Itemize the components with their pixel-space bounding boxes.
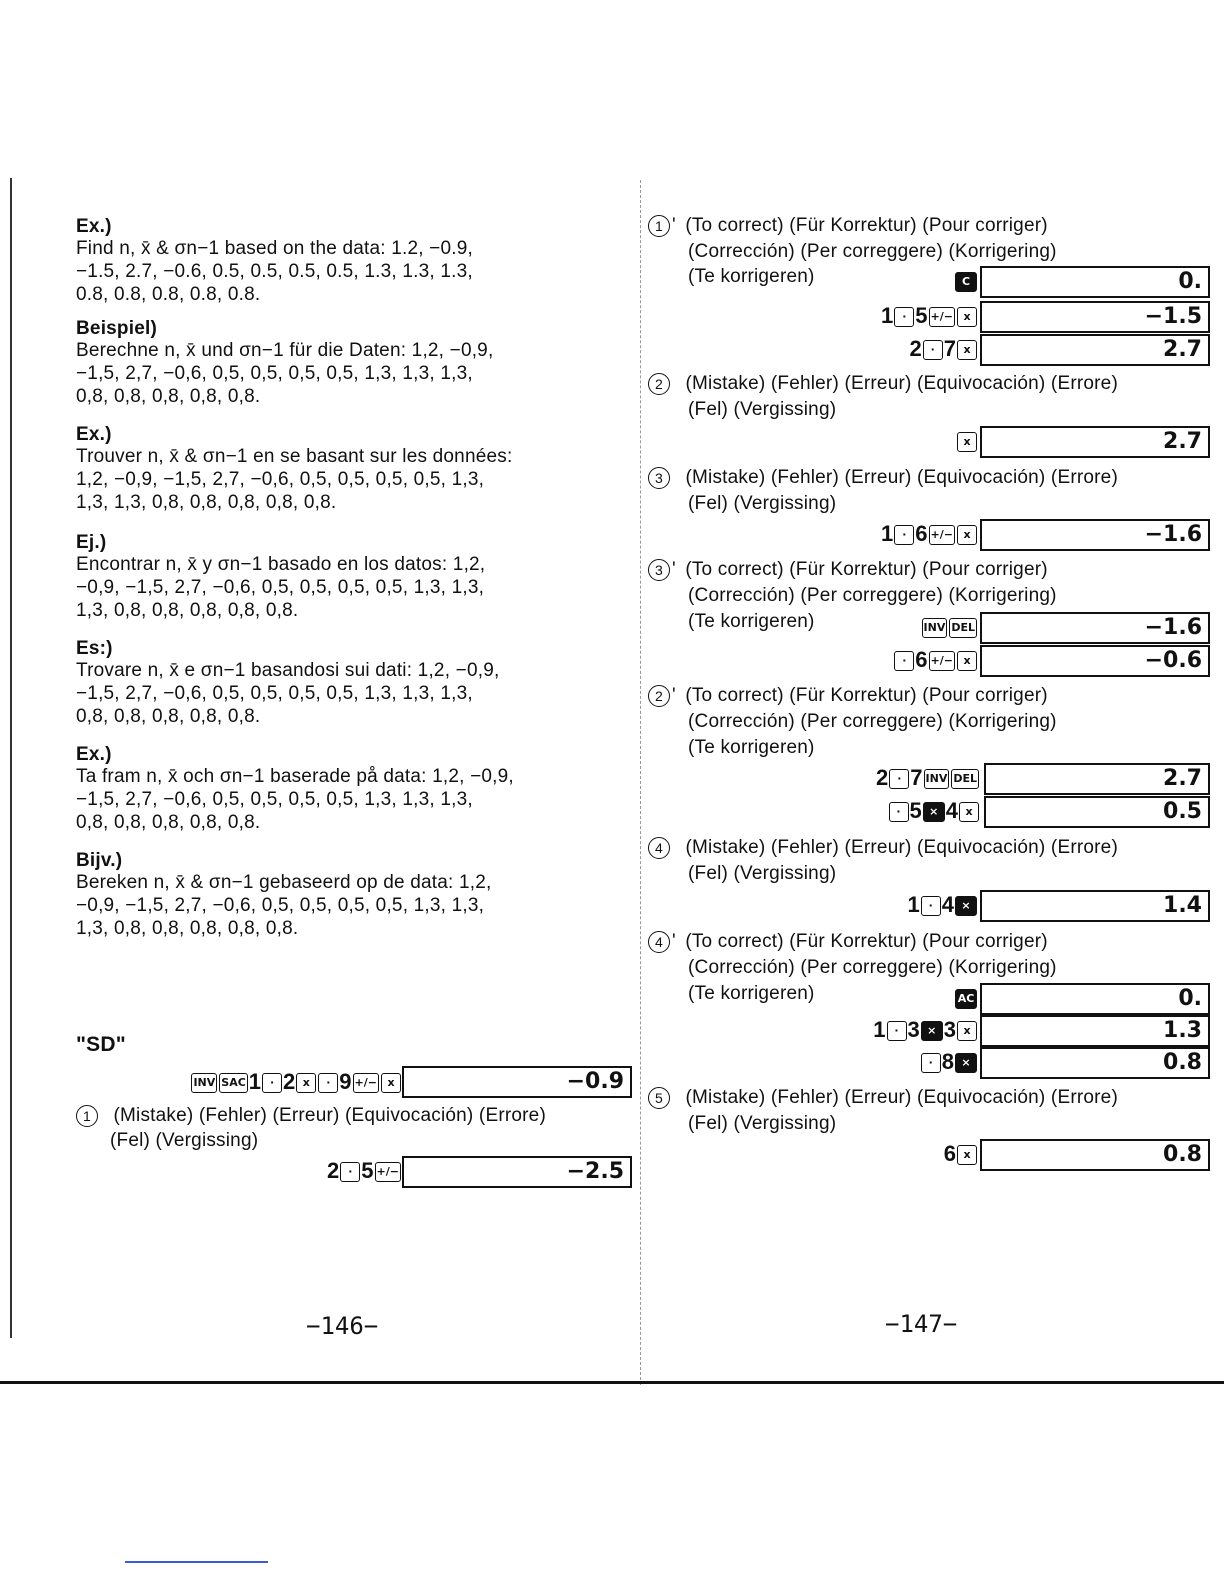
example-text-line: 0,8, 0,8, 0,8, 0,8, 0,8.	[76, 812, 261, 833]
x-key: x	[957, 307, 977, 327]
example-text-line: 1,3, 1,3, 0,8, 0,8, 0,8, 0,8, 0,8.	[76, 492, 337, 513]
digit: 7	[910, 765, 923, 790]
example-text-line: 0.8, 0.8, 0.8, 0.8, 0.8.	[76, 284, 261, 305]
example-heading: Beispiel)	[76, 318, 157, 339]
digit: 1	[248, 1069, 262, 1094]
digit: 4	[941, 892, 954, 917]
example-text-line: 1,3, 0,8, 0,8, 0,8, 0,8, 0,8.	[76, 918, 299, 939]
del-key: DEL	[949, 618, 977, 638]
m2-keys	[900, 426, 978, 456]
m2-heading	[648, 371, 1118, 396]
left-margin-rule	[10, 178, 12, 1338]
m3-text-line1: (Mistake) (Fehler) (Erreur) (Equivocación) (Errore)	[685, 467, 1118, 488]
m5-heading	[648, 1085, 1118, 1110]
digit: 1	[873, 1017, 886, 1042]
digit: 2	[876, 765, 889, 790]
x-key: x	[381, 1073, 401, 1093]
m2-display: 2.7	[980, 426, 1210, 458]
example-text-line: −1.5, 2.7, −0.6, 0.5, 0.5, 0.5, 0.5, 1.3, 1.3, 1.3,	[76, 261, 473, 282]
c1-text-line2: (Corrección) (Per correggere) (Korrigering)	[688, 241, 1057, 262]
digit: 1	[881, 521, 894, 546]
x-key: x	[957, 1021, 977, 1041]
step-number-badge: 4	[648, 837, 670, 859]
m3-keys	[800, 519, 978, 549]
page-number-right: −147−	[885, 1310, 958, 1338]
m4-text-line1: (Mistake) (Fehler) (Erreur) (Equivocación) (Errore)	[685, 837, 1118, 858]
m5-keys	[900, 1139, 978, 1169]
m2-text-line2: (Fel) (Vergissing)	[688, 399, 837, 420]
page-divider	[640, 180, 642, 1385]
c4-display-2: 1.3	[980, 1015, 1210, 1047]
c3-keys-2	[820, 645, 978, 675]
example-text-line: 0,8, 0,8, 0,8, 0,8, 0,8.	[76, 706, 261, 727]
step-number-badge: 3	[648, 467, 670, 489]
m5-display: 0.8	[980, 1139, 1210, 1171]
m4-text-line2: (Fel) (Vergissing)	[688, 863, 837, 884]
c4-keys-3	[860, 1047, 978, 1077]
c2-text-line3: (Te korrigeren)	[688, 737, 815, 758]
digit: 5	[909, 798, 922, 823]
c4-keys-1	[900, 983, 978, 1013]
inv-key: INV	[191, 1073, 217, 1093]
bottom-rule	[0, 1381, 1224, 1384]
dot-key: ·	[921, 896, 941, 916]
mistake1-text-line1: (Mistake) (Fehler) (Erreur) (Equivocación) (Errore)	[113, 1105, 546, 1126]
step0-keys	[136, 1067, 402, 1097]
clear-key: C	[955, 272, 977, 292]
digit: 5	[361, 1158, 374, 1183]
c2-text-line1: (To correct) (Für Korrektur) (Pour corriger)	[685, 685, 1048, 706]
x-key: x	[296, 1073, 316, 1093]
multiply-key: ×	[921, 1021, 943, 1041]
step-number-badge: 4	[648, 931, 670, 953]
dot-key: ·	[318, 1073, 338, 1093]
x-key: x	[957, 525, 977, 545]
m3-text-line2: (Fel) (Vergissing)	[688, 493, 837, 514]
inv-key: INV	[922, 618, 948, 638]
multiply-key: ×	[923, 802, 945, 822]
c3-text-line1: (To correct) (Für Korrektur) (Pour corriger)	[685, 559, 1048, 580]
dot-key: ·	[894, 651, 914, 671]
digit: 9	[339, 1069, 352, 1094]
m3-heading	[648, 465, 1118, 490]
example-heading: Ex.)	[76, 216, 112, 237]
c1-keys-2	[800, 301, 978, 331]
c3-keys-1	[860, 612, 978, 642]
c4-display-1: 0.	[980, 983, 1210, 1015]
example-text-line: Find n, x̄ & σn−1 based on the data: 1.2, −0.9,	[76, 238, 473, 259]
x-key: x	[957, 1145, 977, 1165]
example-text-line: −0,9, −1,5, 2,7, −0,6, 0,5, 0,5, 0,5, 0,5, 1,3, 1,3,	[76, 577, 485, 598]
example-text-line: Ta fram n, x̄ och σn−1 baserade på data: 1,2, −0,9,	[76, 766, 514, 787]
c3-text-line2: (Corrección) (Per correggere) (Korrigering)	[688, 585, 1057, 606]
example-text-line: −1,5, 2,7, −0,6, 0,5, 0,5, 0,5, 0,5, 1,3, 1,3, 1,3,	[76, 683, 473, 704]
m3-display: −1.6	[980, 519, 1210, 551]
example-text-line: 1,3, 0,8, 0,8, 0,8, 0,8, 0,8.	[76, 600, 299, 621]
m5-text-line1: (Mistake) (Fehler) (Erreur) (Equivocación) (Errore)	[685, 1087, 1118, 1108]
inv-key: INV	[924, 769, 950, 789]
dot-key: ·	[262, 1073, 282, 1093]
digit: 6	[943, 1141, 956, 1166]
page-number-left: −146−	[306, 1312, 379, 1340]
example-text-line: −1,5, 2,7, −0,6, 0,5, 0,5, 0,5, 0,5, 1,3, 1,3, 1,3,	[76, 789, 473, 810]
example-text-line: 0,8, 0,8, 0,8, 0,8, 0,8.	[76, 386, 261, 407]
digit: 4	[945, 798, 958, 823]
mistake1-keys	[236, 1156, 402, 1186]
plusminus-key: +/−	[929, 307, 955, 327]
digit: 3	[907, 1017, 920, 1042]
x-key: x	[957, 651, 977, 671]
x-key: x	[959, 802, 979, 822]
example-text-line: Berechne n, x̄ und σn−1 für die Daten: 1,2, −0,9,	[76, 340, 494, 361]
example-heading: Ej.)	[76, 532, 107, 553]
c4-heading: 4 ' (To correct) (Für Korrektur) (Pour corriger)	[648, 929, 1048, 954]
example-text-line: Bereken n, x̄ & σn−1 gebaseerd op de data: 1,2,	[76, 872, 492, 893]
step-number-badge: 5	[648, 1087, 670, 1109]
c4-keys-2	[800, 1015, 978, 1045]
m4-display: 1.4	[980, 890, 1210, 922]
c1-text-line3: (Te korrigeren)	[688, 266, 815, 287]
dot-key: ·	[887, 1021, 907, 1041]
digit: 6	[915, 647, 928, 672]
plusminus-key: +/−	[929, 525, 955, 545]
digit: 7	[943, 336, 956, 361]
example-text-line: Trovare n, x̄ e σn−1 basandosi sui dati: 1,2, −0,9,	[76, 660, 500, 681]
dot-key: ·	[889, 802, 909, 822]
example-heading: Ex.)	[76, 744, 112, 765]
m4-keys	[820, 890, 978, 920]
c2-text-line2: (Corrección) (Per correggere) (Korrigering)	[688, 711, 1057, 732]
example-heading: Es:)	[76, 638, 113, 659]
c3-text-line3: (Te korrigeren)	[688, 611, 815, 632]
digit: 5	[915, 303, 928, 328]
x-key: x	[957, 340, 977, 360]
step-number-badge: 2	[648, 685, 670, 707]
example-text-line: −1,5, 2,7, −0,6, 0,5, 0,5, 0,5, 0,5, 1,3, 1,3, 1,3,	[76, 363, 473, 384]
digit: 2	[327, 1158, 340, 1183]
dot-key: ·	[340, 1162, 360, 1182]
multiply-key: ×	[955, 1053, 977, 1073]
mistake1-text-line2: (Fel) (Vergissing)	[110, 1130, 259, 1151]
digit: 2	[283, 1069, 296, 1094]
m4-heading	[648, 835, 1118, 860]
step-number-badge: 1	[648, 215, 670, 237]
step-number-badge: 2	[648, 373, 670, 395]
digit: 3	[943, 1017, 956, 1042]
plusminus-key: +/−	[353, 1073, 379, 1093]
example-text-line: −0,9, −1,5, 2,7, −0,6, 0,5, 0,5, 0,5, 0,5, 1,3, 1,3,	[76, 895, 485, 916]
c3-display-1: −1.6	[980, 612, 1210, 644]
step0-display: −0.9	[402, 1066, 632, 1098]
digit: 8	[941, 1049, 954, 1074]
c1-display-3: 2.7	[980, 334, 1210, 366]
sd-mode-label: "SD"	[76, 1033, 126, 1056]
digit: 6	[915, 521, 928, 546]
multiply-key: ×	[955, 896, 977, 916]
dot-key: ·	[921, 1053, 941, 1073]
c1-heading: 1 ' (To correct) (Für Korrektur) (Pour corriger)	[648, 213, 1048, 238]
c2-keys-2	[800, 796, 980, 826]
example-heading: Bijv.)	[76, 850, 123, 871]
plusminus-key: +/−	[375, 1162, 401, 1182]
c4-text-line2: (Corrección) (Per correggere) (Korrigering)	[688, 957, 1057, 978]
x-key: x	[957, 432, 977, 452]
c1-keys-1	[900, 266, 978, 296]
c4-text-line3: (Te korrigeren)	[688, 983, 815, 1004]
digit: 2	[909, 336, 922, 361]
c4-text-line1: (To correct) (Für Korrektur) (Pour corriger)	[685, 931, 1048, 952]
example-text-line: Trouver n, x̄ & σn−1 en se basant sur les données:	[76, 446, 513, 467]
c1-keys-3	[800, 334, 978, 364]
dot-key: ·	[889, 769, 909, 789]
m5-text-line2: (Fel) (Vergissing)	[688, 1113, 837, 1134]
example-text-line: 1,2, −0,9, −1,5, 2,7, −0,6, 0,5, 0,5, 0,5, 0,5, 1,3,	[76, 469, 485, 490]
digit: 1	[907, 892, 920, 917]
blue-underline	[125, 1561, 268, 1563]
dot-key: ·	[923, 340, 943, 360]
example-heading: Ex.)	[76, 424, 112, 445]
plusminus-key: +/−	[929, 651, 955, 671]
del-key: DEL	[951, 769, 979, 789]
c1-display-2: −1.5	[980, 301, 1210, 333]
c2-display-2: 0.5	[984, 796, 1210, 828]
c1-display-1: 0.	[980, 266, 1210, 298]
c2-heading: 2 ' (To correct) (Für Korrektur) (Pour corriger)	[648, 683, 1048, 708]
c3-heading: 3 ' (To correct) (Für Korrektur) (Pour corriger)	[648, 557, 1048, 582]
step-number-badge: 3	[648, 559, 670, 581]
mistake1-heading	[76, 1103, 546, 1128]
dot-key: ·	[894, 525, 914, 545]
c2-display-1: 2.7	[984, 763, 1210, 795]
sac-key: SAC	[219, 1073, 248, 1093]
dot-key: ·	[894, 307, 914, 327]
m2-text-line1: (Mistake) (Fehler) (Erreur) (Equivocación) (Errore)	[685, 373, 1118, 394]
example-text-line: Encontrar n, x̄ y σn−1 basado en los datos: 1,2,	[76, 554, 486, 575]
c1-text-line1: (To correct) (Für Korrektur) (Pour corriger)	[685, 215, 1048, 236]
digit: 1	[881, 303, 894, 328]
mistake1-display: −2.5	[402, 1156, 632, 1188]
c4-display-3: 0.8	[980, 1047, 1210, 1079]
c3-display-2: −0.6	[980, 645, 1210, 677]
all-clear-key: AC	[955, 989, 977, 1009]
c2-keys-1	[800, 763, 980, 793]
step-number-badge: 1	[76, 1105, 98, 1127]
